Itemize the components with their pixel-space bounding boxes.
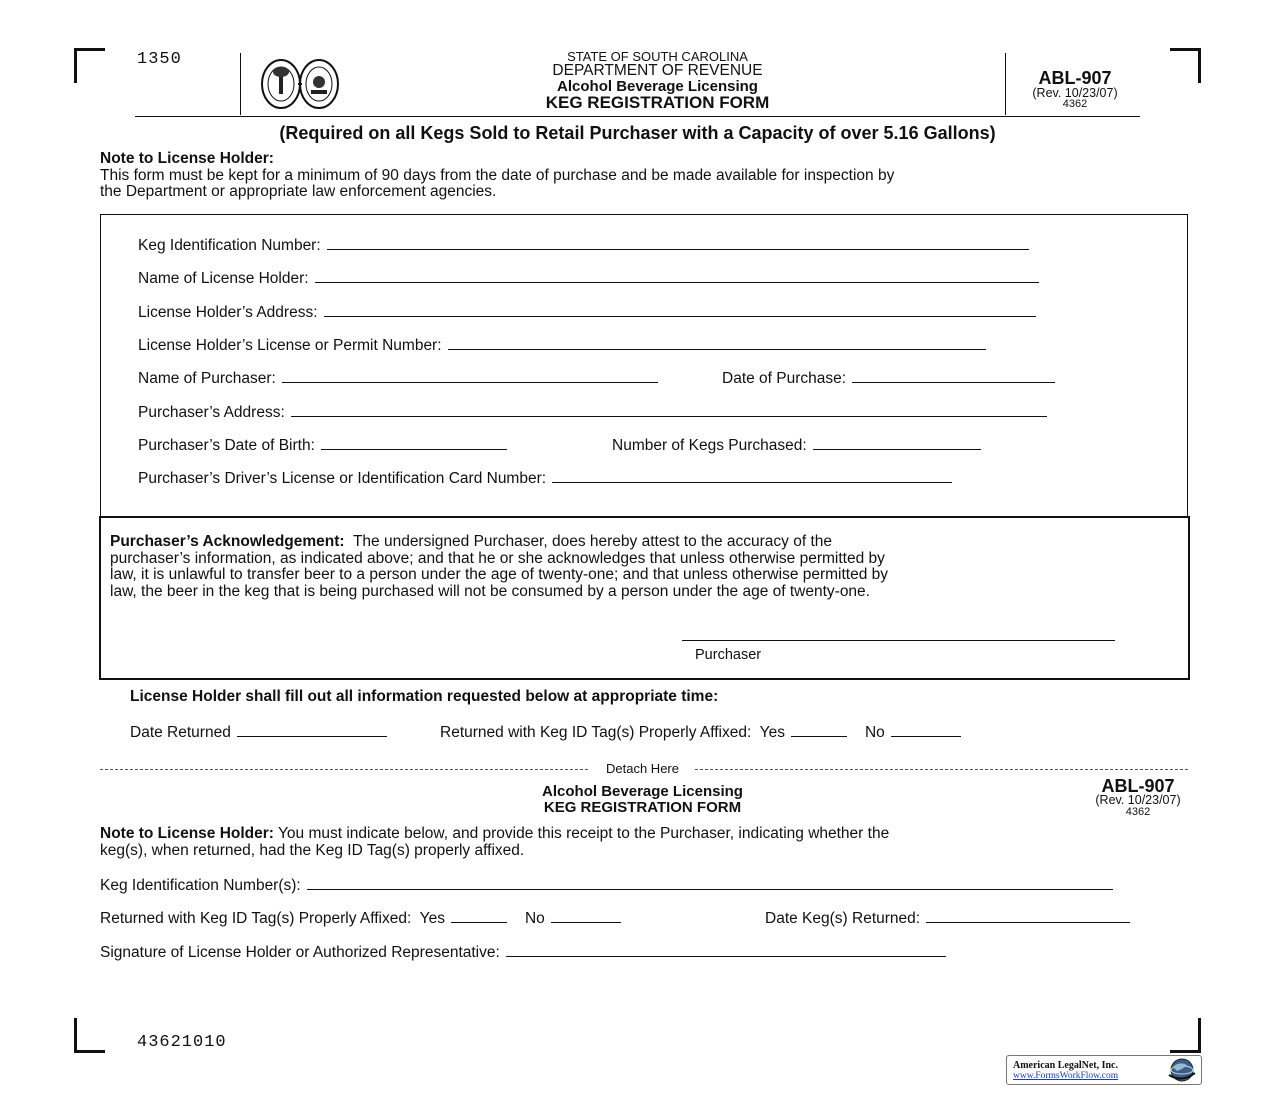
keg-id-field[interactable]: Keg Identification Number: [138, 235, 1029, 255]
purchaser-dob-field[interactable]: Purchaser’s Date of Birth: [138, 435, 507, 455]
receipt-returned-field: Returned with Keg ID Tag(s) Properly Affixed: Yes No [100, 908, 621, 928]
receipt-keg-ids-field[interactable]: Keg Identification Number(s): [100, 875, 1113, 895]
return-no-line[interactable] [891, 722, 961, 737]
header-division: Alcohol Beverage Licensing [557, 78, 758, 95]
license-number-line[interactable] [448, 335, 986, 350]
receipt-division: Alcohol Beverage Licensing [542, 783, 743, 800]
acknowledgement-line-3: law, it is unlawful to transfer beer to a person under the age of twenty-one; and that unless otherwise permitted by [110, 566, 889, 583]
kegs-purchased-line[interactable] [813, 435, 981, 450]
receipt-keg-ids-line[interactable] [307, 875, 1113, 890]
acknowledgement-text [110, 534, 1180, 600]
header-divider-left [240, 53, 241, 115]
receipt-yes-line[interactable] [451, 908, 507, 923]
date-of-purchase-field[interactable]: Date of Purchase: [722, 368, 1055, 388]
kegs-purchased-field[interactable]: Number of Kegs Purchased: [612, 435, 981, 455]
receipt-date-returned-field[interactable]: Date Keg(s) Returned: [765, 908, 1130, 928]
receipt-form-id: ABL-907 [1101, 776, 1175, 796]
form-code-top: 1350 [137, 50, 182, 69]
note-line-2: the Department or appropriate law enforcement agencies. [100, 183, 497, 200]
note-line-1: This form must be kept for a minimum of 90 days from the date of purchase and be made available for inspection by [100, 166, 895, 184]
footer-url[interactable]: www.FormsWorkFlow.com [1013, 1071, 1119, 1081]
receipt-date-returned-line[interactable] [926, 908, 1130, 923]
state-seal-icon [261, 58, 341, 110]
receipt-note: Note to License Holder: You must indicate below, and provide this receipt to the Purchaser, indicating whether the keg(s), when returned, had the Keg ID Tag(s) properly affixed. [100, 825, 890, 859]
note-heading: Note to License Holder: [100, 150, 274, 167]
form-subtitle: (Required on all Kegs Sold to Retail Purchaser with a Capacity of over 5.16 Gallons) [279, 123, 996, 143]
date-of-purchase-line[interactable] [852, 368, 1055, 383]
purchaser-address-line[interactable] [291, 402, 1047, 417]
header-bottom-rule [135, 116, 1140, 117]
header-state: STATE OF SOUTH CAROLINA [567, 49, 748, 64]
form-id: ABL-907 [1038, 68, 1112, 88]
form-number: 4362 [1062, 98, 1088, 110]
receipt-revision: (Rev. 10/23/07) [1095, 793, 1181, 807]
purchaser-signature-label: Purchaser [695, 647, 762, 663]
returned-with-tag-field: Returned with Keg ID Tag(s) Properly Affixed: Yes No [440, 722, 961, 742]
acknowledgement-line-1: The undersigned Purchaser, does hereby attest to the accuracy of the [352, 533, 833, 550]
license-holder-address-field[interactable]: License Holder’s Address: [138, 302, 1036, 322]
form-code-bottom: 43621010 [137, 1033, 227, 1052]
corner-mark-bottom-right [1170, 1018, 1201, 1053]
receipt-no-line[interactable] [551, 908, 621, 923]
receipt-note-heading: Note to License Holder: [100, 825, 274, 842]
receipt-signature-line[interactable] [506, 942, 946, 957]
license-holder-name-line[interactable] [315, 268, 1039, 283]
corner-mark-top-left [74, 48, 105, 83]
date-returned-field[interactable]: Date Returned [130, 722, 387, 742]
purchaser-dob-line[interactable] [321, 435, 507, 450]
return-instruction: License Holder shall fill out all information requested below at appropriate time: [130, 688, 719, 705]
receipt-title: KEG REGISTRATION FORM [543, 799, 742, 816]
corner-mark-bottom-left [74, 1018, 105, 1053]
acknowledgement-line-2: purchaser’s information, as indicated above; and that he or she acknowledges that unless otherwise permitted by [110, 549, 885, 567]
purchaser-dl-field[interactable]: Purchaser’s Driver’s License or Identification Card Number: [138, 468, 952, 488]
note-block [100, 151, 1190, 201]
license-holder-address-line[interactable] [324, 302, 1036, 317]
purchaser-signature-line[interactable] [682, 640, 1115, 641]
receipt-form-number: 4362 [1125, 806, 1151, 818]
header-divider-right [1005, 53, 1006, 115]
purchaser-dl-line[interactable] [552, 468, 952, 483]
return-yes-line[interactable] [791, 722, 847, 737]
date-returned-line[interactable] [237, 722, 387, 737]
purchaser-address-field[interactable]: Purchaser’s Address: [138, 402, 1047, 422]
acknowledgement-line-4: law, the beer in the keg that is being purchased will not be consumed by a person under the age of twenty-one. [110, 582, 870, 600]
receipt-signature-field[interactable]: Signature of License Holder or Authorized Representative: [100, 942, 946, 962]
page-title: KEG REGISTRATION FORM [545, 93, 770, 112]
footer-company: American LegalNet, Inc. [1013, 1060, 1118, 1071]
acknowledgement-heading: Purchaser’s Acknowledgement: [110, 533, 345, 550]
keg-id-line[interactable] [327, 235, 1029, 250]
form-revision: (Rev. 10/23/07) [1032, 86, 1118, 100]
purchaser-name-field[interactable]: Name of Purchaser: [138, 368, 658, 388]
corner-mark-top-right [1170, 48, 1201, 83]
header-department: DEPARTMENT OF REVENUE [552, 62, 763, 79]
purchaser-name-line[interactable] [282, 368, 658, 383]
globe-icon [1165, 1057, 1199, 1083]
footer-logo[interactable] [1006, 1055, 1202, 1085]
detach-label: Detach Here [590, 761, 695, 776]
license-number-field[interactable]: License Holder’s License or Permit Number: [138, 335, 986, 355]
license-holder-name-field[interactable]: Name of License Holder: [138, 268, 1039, 288]
